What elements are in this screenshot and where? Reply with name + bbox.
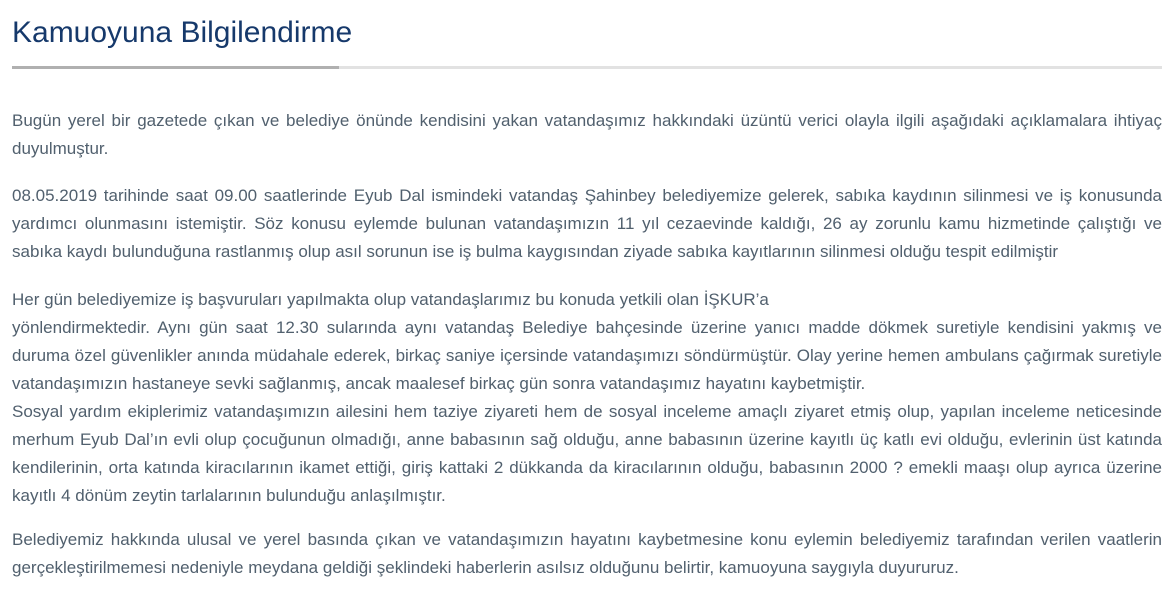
paragraph-closing-text: Belediyemiz hakkında ulusal ve yerel basında çıkan ve vatandaşımızın hayatını kaybetmesine konu eylemin belediyemiz tarafından verilen vaatlerin gerçekleştirilmemesi nedeniyle meydana geldiği şeklindeki haberlerin asılsız olduğunu belirtir, kamuoyuna saygıyla duyururuz. — [12, 530, 1162, 577]
paragraph-incident-text: 08.05.2019 tarihinde saat 09.00 saatlerinde Eyub Dal ismindeki vatandaş Şahinbey belediyemize gelerek, sabıka kaydının silinmesi ve iş konusunda yardımcı olunmasını istemiştir. Söz konusu eylemde bulunan vatandaşımızın 11 yıl cezaevinde kaldığı, 26 ay zorunlu kamu hizmetinde çalıştığı ve sabıka kaydı bulunduğuna rastlanmış olup asıl sorunun ise iş bulma kaygısından ziyade sabıka kayıtlarının silinmesi olduğu tespit edilmiştir — [12, 186, 1162, 261]
paragraph-details-line-iskur: Her gün belediyemize iş başvuruları yapılmakta olup vatandaşlarımız bu konuda yetkili olan İŞKUR’a — [12, 290, 769, 309]
page-title: Kamuoyuna Bilgilendirme — [12, 16, 353, 49]
paragraph-details-event-text: yönlendirmektedir. Aynı gün saat 12.30 sularında aynı vatandaş Belediye bahçesinde üzerine yanıcı madde dökmek suretiyle kendisini yakmış ve duruma özel güvenlikler anında müdahale ederek, birkaç saniye içersinde vatandaşımızı söndürmüştür. Olay yerine hemen ambulans çağırmak suretiyle vatandaşımızın hastaneye sevki sağlanmış, ancak maalesef birkaç gün sonra vatandaşımız hayatını kaybetmiştir. — [12, 318, 1162, 393]
paragraph-details — [12, 286, 1162, 510]
paragraph-closing — [12, 526, 1162, 582]
paragraph-details-family-text: Sosyal yardım ekiplerimiz vatandaşımızın ailesini hem taziye ziyareti hem de sosyal inceleme amaçlı ziyaret etmiş olup, yapılan inceleme neticesinde merhum Eyub Dal’ın evli olup çocuğunun olmadığı, anne babasının sağ olduğu, anne babasının üzerine kayıtlı üç katlı evi olduğu, evlerinin üst katında kendilerinin, orta katında kiracılarının ikamet ettiği, giriş kattaki 2 dükkanda da kiracılarının olduğu, babasının 2000 ? emekli maaşı olup ayrıca üzerine kayıtlı 4 dönüm zeytin tarlalarının bulunduğu anlaşılmıştır. — [12, 402, 1162, 505]
paragraph-intro — [12, 107, 1162, 163]
paragraph-incident — [12, 182, 1162, 266]
title-divider — [12, 66, 1162, 69]
title-divider-accent — [12, 66, 339, 69]
paragraph-intro-text: Bugün yerel bir gazetede çıkan ve belediye önünde kendisini yakan vatandaşımız hakkındaki üzüntü verici olayla ilgili aşağıdaki açıklamalara ihtiyaç duyulmuştur. — [12, 111, 1162, 158]
announcement-body — [12, 107, 1162, 582]
